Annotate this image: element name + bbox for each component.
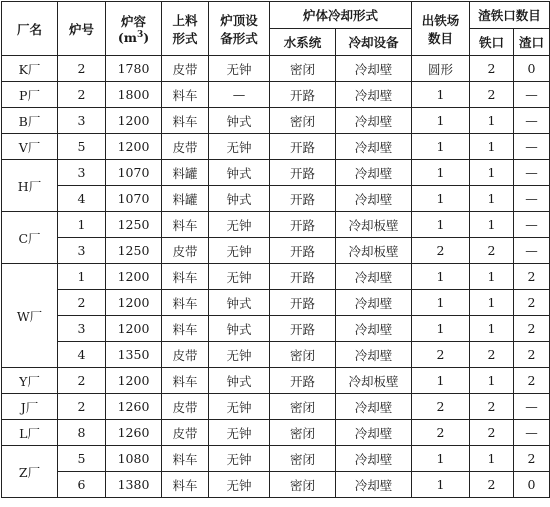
- cell-taphouse-count: 1: [412, 472, 470, 498]
- header-top-equipment: 炉顶设 备形式: [209, 2, 270, 56]
- table-row: [2, 82, 550, 108]
- cell-taphouse-count: 1: [412, 160, 470, 186]
- cell-factory-name: V厂: [2, 134, 58, 160]
- cell-charging-form: 料车: [162, 472, 209, 498]
- cell-iron-notch: 1: [470, 108, 514, 134]
- cell-top-equipment: 无钟: [209, 446, 270, 472]
- cell-water-system: 开路: [270, 368, 336, 394]
- cell-charging-form: 皮带: [162, 56, 209, 82]
- cell-volume: 1200: [106, 108, 162, 134]
- cell-volume: 1260: [106, 394, 162, 420]
- cell-taphouse-count: 圆形: [412, 56, 470, 82]
- cell-charging-form: 料车: [162, 82, 209, 108]
- cell-water-system: 开路: [270, 316, 336, 342]
- cell-charging-form: 皮带: [162, 394, 209, 420]
- cell-top-equipment: 无钟: [209, 238, 270, 264]
- cell-water-system: 开路: [270, 290, 336, 316]
- cell-top-equipment: 无钟: [209, 56, 270, 82]
- cell-iron-notch: 1: [470, 160, 514, 186]
- cell-water-system: 开路: [270, 186, 336, 212]
- cell-furnace-no: 2: [58, 368, 106, 394]
- cell-cooling-equipment: 冷却壁: [336, 56, 412, 82]
- cell-factory-name: H厂: [2, 160, 58, 212]
- cell-volume: 1200: [106, 290, 162, 316]
- table-body: [2, 56, 550, 498]
- table-row: [2, 420, 550, 446]
- cell-cooling-equipment: 冷却板壁: [336, 238, 412, 264]
- cell-furnace-no: 3: [58, 316, 106, 342]
- table-row: [2, 342, 550, 368]
- table-row: [2, 316, 550, 342]
- cell-iron-notch: 2: [470, 472, 514, 498]
- cell-volume: 1780: [106, 56, 162, 82]
- cell-iron-notch: 1: [470, 290, 514, 316]
- cell-furnace-no: 3: [58, 108, 106, 134]
- table-row: [2, 56, 550, 82]
- table-row: [2, 290, 550, 316]
- cell-slag-notch: 2: [514, 264, 550, 290]
- header-charging-form: 上料 形式: [162, 2, 209, 56]
- cell-iron-notch: 2: [470, 56, 514, 82]
- cell-water-system: 密闭: [270, 394, 336, 420]
- cell-taphouse-count: 1: [412, 212, 470, 238]
- cell-top-equipment: 无钟: [209, 394, 270, 420]
- cell-top-equipment: —: [209, 82, 270, 108]
- cell-iron-notch: 1: [470, 134, 514, 160]
- table-row: [2, 186, 550, 212]
- header-furnace-no: 炉号: [58, 2, 106, 56]
- cell-factory-name: W厂: [2, 264, 58, 368]
- cell-charging-form: 料车: [162, 108, 209, 134]
- cell-slag-notch: —: [514, 160, 550, 186]
- cell-factory-name: P厂: [2, 82, 58, 108]
- cell-furnace-no: 2: [58, 290, 106, 316]
- table-row: [2, 472, 550, 498]
- cell-charging-form: 料车: [162, 264, 209, 290]
- cell-top-equipment: 钟式: [209, 316, 270, 342]
- cell-charging-form: 料车: [162, 290, 209, 316]
- cell-cooling-equipment: 冷却壁: [336, 264, 412, 290]
- cell-factory-name: Y厂: [2, 368, 58, 394]
- cell-taphouse-count: 1: [412, 368, 470, 394]
- cell-taphouse-count: 2: [412, 342, 470, 368]
- table-row: [2, 160, 550, 186]
- cell-cooling-equipment: 冷却壁: [336, 186, 412, 212]
- cell-cooling-equipment: 冷却壁: [336, 82, 412, 108]
- cell-charging-form: 料车: [162, 368, 209, 394]
- cell-slag-notch: 2: [514, 316, 550, 342]
- cell-top-equipment: 无钟: [209, 264, 270, 290]
- cell-furnace-no: 8: [58, 420, 106, 446]
- cell-volume: 1070: [106, 160, 162, 186]
- cell-charging-form: 皮带: [162, 420, 209, 446]
- cell-slag-notch: —: [514, 186, 550, 212]
- cell-water-system: 开路: [270, 160, 336, 186]
- cell-slag-notch: 2: [514, 368, 550, 394]
- cell-water-system: 密闭: [270, 108, 336, 134]
- cell-volume: 1200: [106, 316, 162, 342]
- cell-charging-form: 料罐: [162, 160, 209, 186]
- cell-top-equipment: 无钟: [209, 472, 270, 498]
- cell-slag-notch: 2: [514, 342, 550, 368]
- cell-furnace-no: 4: [58, 186, 106, 212]
- cell-charging-form: 料车: [162, 316, 209, 342]
- table-row: [2, 134, 550, 160]
- cell-water-system: 开路: [270, 212, 336, 238]
- cell-slag-notch: 2: [514, 290, 550, 316]
- cell-iron-notch: 1: [470, 446, 514, 472]
- header-volume-label: 炉容: [120, 13, 146, 29]
- cell-furnace-no: 2: [58, 394, 106, 420]
- cell-iron-notch: 1: [470, 368, 514, 394]
- cell-top-equipment: 钟式: [209, 108, 270, 134]
- cell-charging-form: 料车: [162, 212, 209, 238]
- cell-slag-notch: 0: [514, 472, 550, 498]
- cell-taphouse-count: 1: [412, 264, 470, 290]
- cell-slag-notch: 0: [514, 56, 550, 82]
- cell-water-system: 开路: [270, 134, 336, 160]
- cell-iron-notch: 1: [470, 186, 514, 212]
- cell-furnace-no: 1: [58, 264, 106, 290]
- header-cooling-equipment: 冷却设备: [336, 29, 412, 56]
- cell-furnace-no: 2: [58, 56, 106, 82]
- cell-volume: 1200: [106, 368, 162, 394]
- cell-slag-notch: —: [514, 108, 550, 134]
- cell-volume: 1250: [106, 238, 162, 264]
- cell-cooling-equipment: 冷却壁: [336, 290, 412, 316]
- cell-volume: 1200: [106, 134, 162, 160]
- cell-water-system: 密闭: [270, 56, 336, 82]
- table-row: [2, 446, 550, 472]
- cell-slag-notch: —: [514, 238, 550, 264]
- cell-furnace-no: 3: [58, 238, 106, 264]
- cell-furnace-no: 3: [58, 160, 106, 186]
- table-row: [2, 108, 550, 134]
- cell-cooling-equipment: 冷却板壁: [336, 212, 412, 238]
- cell-iron-notch: 2: [470, 82, 514, 108]
- cell-taphouse-count: 1: [412, 290, 470, 316]
- cell-water-system: 密闭: [270, 472, 336, 498]
- cell-factory-name: K厂: [2, 56, 58, 82]
- header-factory-name: 厂名: [2, 2, 58, 56]
- cell-iron-notch: 1: [470, 212, 514, 238]
- cell-slag-notch: —: [514, 212, 550, 238]
- cell-factory-name: B厂: [2, 108, 58, 134]
- header-volume: [106, 2, 162, 56]
- cell-taphouse-count: 1: [412, 108, 470, 134]
- header-notch-count: 渣铁口数目: [470, 2, 550, 29]
- table-row: [2, 212, 550, 238]
- cell-taphouse-count: 1: [412, 316, 470, 342]
- cell-taphouse-count: 2: [412, 420, 470, 446]
- cell-furnace-no: 4: [58, 342, 106, 368]
- cell-taphouse-count: 1: [412, 134, 470, 160]
- cell-cooling-equipment: 冷却壁: [336, 316, 412, 342]
- cell-volume: 1250: [106, 212, 162, 238]
- cell-volume: 1800: [106, 82, 162, 108]
- cell-water-system: 开路: [270, 264, 336, 290]
- cell-top-equipment: 无钟: [209, 420, 270, 446]
- cell-factory-name: C厂: [2, 212, 58, 264]
- cell-iron-notch: 2: [470, 342, 514, 368]
- cell-charging-form: 皮带: [162, 238, 209, 264]
- cell-volume: 1350: [106, 342, 162, 368]
- cell-volume: 1070: [106, 186, 162, 212]
- cell-top-equipment: 钟式: [209, 160, 270, 186]
- cell-iron-notch: 2: [470, 420, 514, 446]
- cell-top-equipment: 钟式: [209, 290, 270, 316]
- cell-cooling-equipment: 冷却壁: [336, 342, 412, 368]
- cell-volume: 1200: [106, 264, 162, 290]
- cell-water-system: 开路: [270, 82, 336, 108]
- cell-taphouse-count: 1: [412, 446, 470, 472]
- cell-top-equipment: 无钟: [209, 342, 270, 368]
- cell-factory-name: L厂: [2, 420, 58, 446]
- cell-cooling-equipment: 冷却壁: [336, 420, 412, 446]
- cell-top-equipment: 钟式: [209, 368, 270, 394]
- header-volume-unit: $(m^3)$: [117, 29, 150, 46]
- cell-iron-notch: 1: [470, 264, 514, 290]
- cell-factory-name: Z厂: [2, 446, 58, 498]
- cell-factory-name: J厂: [2, 394, 58, 420]
- cell-cooling-equipment: 冷却壁: [336, 134, 412, 160]
- furnace-data-table: [1, 1, 550, 498]
- cell-charging-form: 皮带: [162, 134, 209, 160]
- cell-slag-notch: —: [514, 394, 550, 420]
- cell-furnace-no: 1: [58, 212, 106, 238]
- cell-furnace-no: 5: [58, 446, 106, 472]
- cell-slag-notch: —: [514, 134, 550, 160]
- cell-cooling-equipment: 冷却壁: [336, 160, 412, 186]
- header-water-system: 水系统: [270, 29, 336, 56]
- table-row: [2, 238, 550, 264]
- cell-charging-form: 料车: [162, 446, 209, 472]
- table-row: [2, 394, 550, 420]
- cell-taphouse-count: 2: [412, 238, 470, 264]
- cell-volume: 1260: [106, 420, 162, 446]
- header-taphouse-count: 出铁场 数目: [412, 2, 470, 56]
- cell-cooling-equipment: 冷却壁: [336, 446, 412, 472]
- cell-slag-notch: 2: [514, 446, 550, 472]
- cell-iron-notch: 2: [470, 394, 514, 420]
- table-row: [2, 264, 550, 290]
- cell-furnace-no: 2: [58, 82, 106, 108]
- cell-slag-notch: —: [514, 420, 550, 446]
- cell-iron-notch: 1: [470, 316, 514, 342]
- cell-top-equipment: 无钟: [209, 134, 270, 160]
- cell-water-system: 密闭: [270, 446, 336, 472]
- cell-top-equipment: 钟式: [209, 186, 270, 212]
- cell-volume: 1380: [106, 472, 162, 498]
- cell-cooling-equipment: 冷却板壁: [336, 368, 412, 394]
- cell-cooling-equipment: 冷却壁: [336, 108, 412, 134]
- cell-furnace-no: 6: [58, 472, 106, 498]
- cell-taphouse-count: 1: [412, 186, 470, 212]
- cell-charging-form: 料罐: [162, 186, 209, 212]
- cell-furnace-no: 5: [58, 134, 106, 160]
- cell-water-system: 密闭: [270, 420, 336, 446]
- cell-iron-notch: 2: [470, 238, 514, 264]
- cell-charging-form: 皮带: [162, 342, 209, 368]
- cell-cooling-equipment: 冷却壁: [336, 472, 412, 498]
- cell-top-equipment: 无钟: [209, 212, 270, 238]
- header-slag-notch: 渣口: [514, 29, 550, 56]
- cell-taphouse-count: 1: [412, 82, 470, 108]
- cell-volume: 1080: [106, 446, 162, 472]
- header-cooling-form: 炉体冷却形式: [270, 2, 412, 29]
- cell-water-system: 开路: [270, 238, 336, 264]
- cell-taphouse-count: 2: [412, 394, 470, 420]
- table-row: [2, 368, 550, 394]
- cell-water-system: 密闭: [270, 342, 336, 368]
- cell-cooling-equipment: 冷却壁: [336, 394, 412, 420]
- cell-slag-notch: —: [514, 82, 550, 108]
- table-header: [2, 2, 550, 56]
- header-iron-notch: 铁口: [470, 29, 514, 56]
